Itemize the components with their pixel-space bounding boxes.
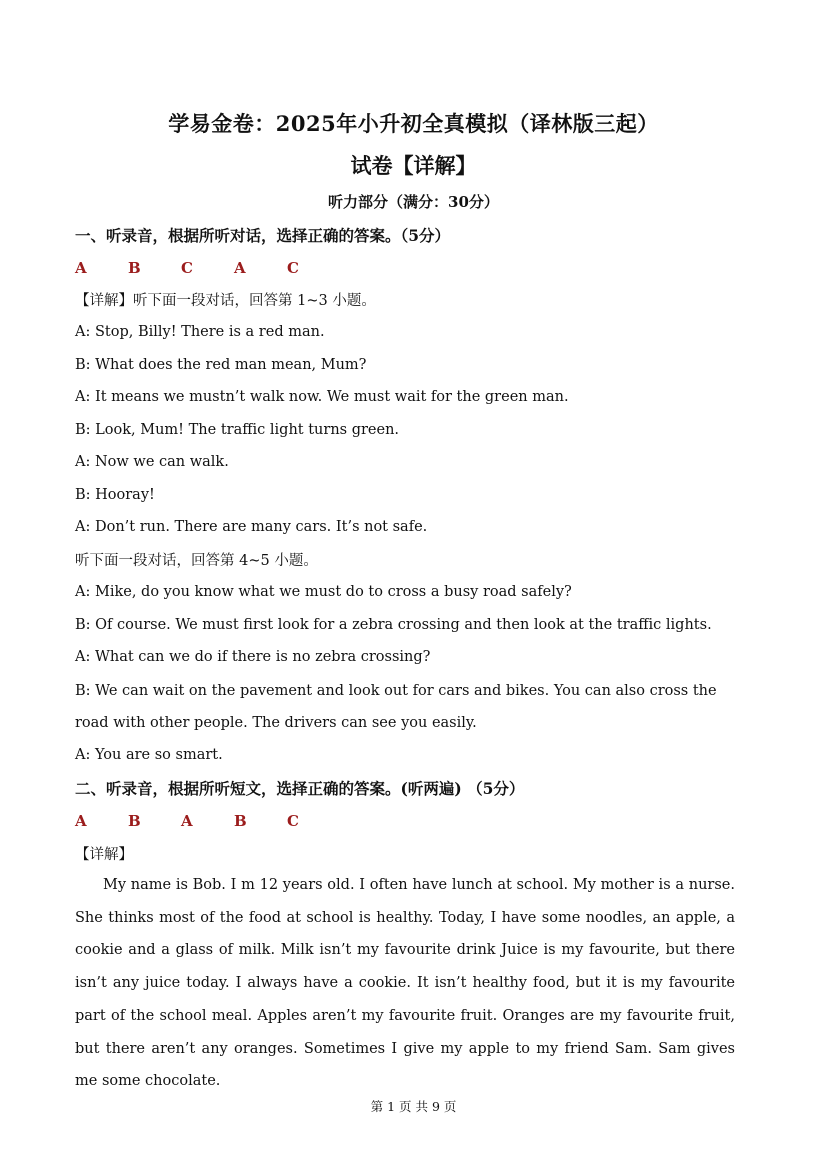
section1-answers bbox=[75, 259, 340, 277]
section1-heading: 一、听录音，根据所听对话，选择正确的答案。（5分） bbox=[75, 226, 451, 245]
answer-item: A bbox=[75, 259, 87, 277]
document-title: 学易金卷：2025年小升初全真模拟（译林版三起） bbox=[168, 111, 659, 136]
dialogue-line: B: Look, Mum! The traffic light turns green. bbox=[75, 422, 400, 438]
dialogue-line: A: What can we do if there is no zebra crossing? bbox=[75, 649, 431, 665]
explain-label: 【详解】 bbox=[75, 847, 133, 863]
answer-item: B bbox=[128, 812, 141, 830]
dialogue-line: A: Stop, Billy! There is a red man. bbox=[75, 324, 325, 340]
answer-item: A bbox=[75, 812, 87, 830]
dialogue-line: B: What does the red man mean, Mum? bbox=[75, 357, 367, 373]
document-subtitle: 试卷【详解】 bbox=[350, 153, 477, 178]
dialogue-line: A: It means we mustn’t walk now. We must wait for the green man. bbox=[75, 389, 569, 405]
answer-item: B bbox=[234, 812, 247, 830]
dialogue-line: A: Now we can walk. bbox=[75, 454, 229, 470]
dialogue-line: B: We can wait on the pavement and look out for cars and bikes. You can also cross the road with other people. The drivers can see you easily. bbox=[75, 683, 717, 731]
answer-item: C bbox=[181, 259, 193, 277]
dialogue-line: A: You are so smart. bbox=[75, 747, 223, 763]
page-footer: 第 1 页 共 9 页 bbox=[370, 1099, 457, 1114]
passage-paragraph: My name is Bob. I m 12 years old. I often have lunch at school. My mother is a nurse. She thinks most of the food at school is healthy. Today, I have some noodles, an apple, a cookie and a glass of milk. Milk isn’t my favourite drink Juice is my favourite, but there isn’t any juice today. I always have a cookie. It isn’t healthy food, but it is my favourite part of the school meal. Apples aren’t my favourite fruit. Oranges are my favourite fruit, but there aren’t any oranges. Sometimes I give my apple to my friend Sam. Sam gives me some chocolate. bbox=[75, 877, 735, 1090]
explain-intro-2: 听下面一段对话，回答第 4~5 小题。 bbox=[75, 553, 318, 569]
answer-item: C bbox=[287, 259, 299, 277]
part-title: 听力部分（满分：30分） bbox=[328, 193, 499, 211]
answer-item: A bbox=[234, 259, 246, 277]
answer-item: B bbox=[128, 259, 141, 277]
dialogue-line: B: Of course. We must first look for a zebra crossing and then look at the traffic lights. bbox=[75, 617, 712, 633]
answer-item: C bbox=[287, 812, 299, 830]
dialogue-line: B: Hooray! bbox=[75, 487, 155, 503]
explain-intro: 【详解】听下面一段对话，回答第 1~3 小题。 bbox=[75, 293, 376, 309]
section2-answers bbox=[75, 812, 340, 830]
section2-heading: 二、听录音，根据所听短文，选择正确的答案。(听两遍) （5分） bbox=[75, 779, 525, 798]
dialogue-line: A: Don’t run. There are many cars. It’s not safe. bbox=[75, 519, 428, 535]
dialogue-line: A: Mike, do you know what we must do to cross a busy road safely? bbox=[75, 584, 572, 600]
answer-item: A bbox=[181, 812, 193, 830]
